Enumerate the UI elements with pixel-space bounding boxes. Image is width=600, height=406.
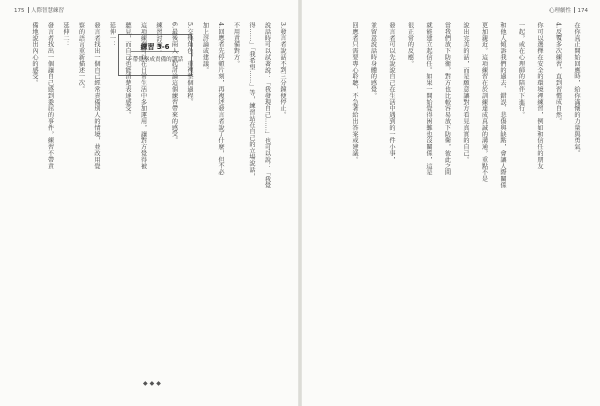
text-column: 延伸二：	[62, 22, 69, 48]
text-column: 3.發言者說話不到三分鐘便停止。	[279, 22, 286, 118]
text-column: 6.最後兩人一起討論這個練習帶來的感受。	[170, 22, 178, 144]
exercise-label: 練習 3-6	[140, 43, 170, 51]
left-page-header	[14, 6, 64, 14]
text-column: 並留意說話時身體的感覺。	[369, 22, 377, 99]
text-column: 和他人傾訴我們的過去、錯誤、悲傷與缺點，會讓人際關係	[499, 22, 506, 189]
text-column: 就能建立起信任。如果一開始覺得困難也沒關係，這是	[425, 22, 432, 176]
text-column: 一起，或在心理師的陪伴下進行。	[517, 22, 525, 118]
text-column: 得......」「我希望......」等，練習站在自己的立場說話，	[248, 22, 255, 180]
text-column: 在你真正開始回應時，給你滿懷的力量與勇氣。	[573, 22, 580, 157]
right-page-header	[549, 6, 588, 14]
text-column: 不用責備對方。	[232, 22, 240, 67]
text-column: 加上評論或建議。	[201, 22, 209, 74]
text-column: 說出完美的話，而是願意讓對方看見真實的自己。	[462, 22, 469, 163]
text-column: 延伸一：	[108, 22, 116, 48]
text-column: 4.回應者先停頓片刻，再複述發言者說了什麼，但不必	[217, 22, 224, 176]
header-divider	[28, 7, 29, 13]
text-column: 發言者找出一個讓自己感到委屈的事件，練習不帶責	[46, 22, 54, 170]
header-divider	[574, 7, 575, 13]
text-column: 說話時可以試著說：「我發現自己......」也可以說：「我覺	[263, 22, 271, 189]
text-column: 發言者可以先說說自己在生活中遇到的一件小事，	[388, 22, 395, 163]
exercise-title: 不帶覺察成責備的講話	[127, 57, 183, 63]
text-column: 備地說出內心的感受。	[31, 22, 38, 86]
text-column: 更加親近。這項練習在於訓練達成真誠的溝通，重點不是	[480, 22, 488, 182]
right-section-title: 心理劇性	[548, 8, 571, 14]
left-page-number: 175	[14, 8, 25, 14]
text-column: 回應者只需要專心聆聽，不急著給出答案或建議。	[351, 22, 358, 163]
left-book-title: 人際智慧練習	[31, 8, 65, 14]
text-column: 4.反覆多次練習，直到習慣成自然。	[554, 22, 562, 125]
text-column: 5.交換角色，重複整個過程。	[186, 22, 193, 106]
text-column: 你可以選擇在安全的環境裡練習，例如和信任的朋友	[536, 22, 543, 170]
right-page	[300, 0, 600, 406]
text-column: 很正常的反應。	[406, 22, 414, 67]
text-column: 練習討論：	[155, 22, 162, 54]
text-column: 當我們放下防衛，對方也比較容易放下防衛，彼此之間	[443, 22, 451, 176]
text-column: 發言者找出一個自己經常責備別人的情境，並改用覺	[93, 22, 100, 170]
page-ornament: ◆◆◆	[143, 380, 163, 387]
right-page-number: 174	[577, 8, 588, 14]
text-column: 察的語言重新描述一次。	[77, 22, 85, 93]
text-column: 這項練習可以在日常生活中多加運用，讓對方覺得被	[139, 22, 147, 170]
text-column: 聽見，而自己也能清楚表達感受。	[124, 22, 131, 118]
